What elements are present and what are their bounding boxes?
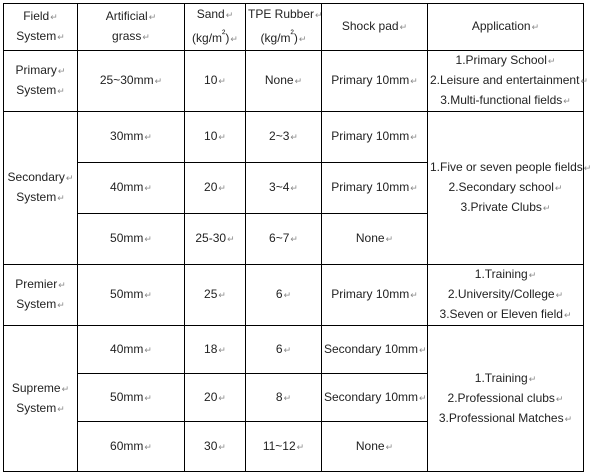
shock-pad-cell: Primary 10mm↵	[322, 265, 428, 326]
tpe-cell: 3~4↵	[246, 163, 322, 214]
header-artificial-grass: Artificial↵ grass↵	[78, 4, 185, 51]
grass-cell: 40mm↵	[78, 163, 185, 214]
system-name-primary: Primary↵ System↵	[4, 51, 78, 112]
application-supreme: 1.Training↵ 2.Professional clubs↵ 3.Professional Matches↵	[428, 326, 584, 472]
shock-pad-cell: Primary 10mm↵	[322, 163, 428, 214]
shock-pad-cell: None↵	[322, 422, 428, 472]
sand-cell: 30↵	[185, 422, 246, 472]
tpe-cell: 6↵	[246, 326, 322, 374]
shock-pad-cell: Primary 10mm↵	[322, 112, 428, 163]
system-name-supreme: Supreme↵ System↵	[4, 326, 78, 472]
table-row	[4, 112, 584, 163]
grass-cell: 30mm↵	[78, 112, 185, 163]
grass-cell: 60mm↵	[78, 422, 185, 472]
table-row	[4, 265, 584, 326]
sand-cell: 25-30↵	[185, 214, 246, 265]
header-shock-pad: Shock pad↵	[322, 4, 428, 51]
shock-pad-cell: None↵	[322, 214, 428, 265]
field-system-table	[3, 3, 591, 472]
table-row	[4, 51, 584, 112]
tpe-cell: 6↵	[246, 265, 322, 326]
shock-pad-cell: Secondary 10mm↵	[322, 326, 428, 374]
tpe-cell: None↵	[246, 51, 322, 112]
grass-cell: 50mm↵	[78, 265, 185, 326]
application-premier: 1.Training↵ 2.University/College↵ 3.Seven or Eleven field↵	[428, 265, 584, 326]
tpe-cell: 11~12↵	[246, 422, 322, 472]
shock-pad-cell: Secondary 10mm↵	[322, 374, 428, 422]
header-application: Application↵	[428, 4, 584, 51]
tpe-cell: 8↵	[246, 374, 322, 422]
application-secondary: 1.Five or seven people fields↵ 2.Secondary school↵ 3.Private Clubs↵	[428, 112, 584, 265]
grass-cell: 50mm↵	[78, 374, 185, 422]
sand-cell: 10↵	[185, 51, 246, 112]
sand-cell: 25↵	[185, 265, 246, 326]
header-tpe-rubber: TPE Rubber↵ $(kg/m^{^2})↵$	[246, 4, 322, 51]
grass-cell: 40mm↵	[78, 326, 185, 374]
shock-pad-cell: Primary 10mm↵	[322, 51, 428, 112]
table-row	[4, 326, 584, 374]
application-primary: 1.Primary School↵ 2.Leisure and entertainment↵ 3.Multi-functional fields↵	[428, 51, 584, 112]
header-row	[4, 4, 584, 51]
sand-cell: 20↵	[185, 163, 246, 214]
sand-cell: 18↵	[185, 326, 246, 374]
header-sand: Sand↵ $(kg/m^{^2})↵$	[185, 4, 246, 51]
sand-cell: 20↵	[185, 374, 246, 422]
system-name-premier: Premier↵ System↵	[4, 265, 78, 326]
grass-cell: 50mm↵	[78, 214, 185, 265]
header-field-system: Field↵ System↵	[4, 4, 78, 51]
tpe-cell: 2~3↵	[246, 112, 322, 163]
grass-cell: 25~30mm↵	[78, 51, 185, 112]
system-name-secondary: Secondary↵ System↵	[4, 112, 78, 265]
sand-cell: 10↵	[185, 112, 246, 163]
tpe-cell: 6~7↵	[246, 214, 322, 265]
